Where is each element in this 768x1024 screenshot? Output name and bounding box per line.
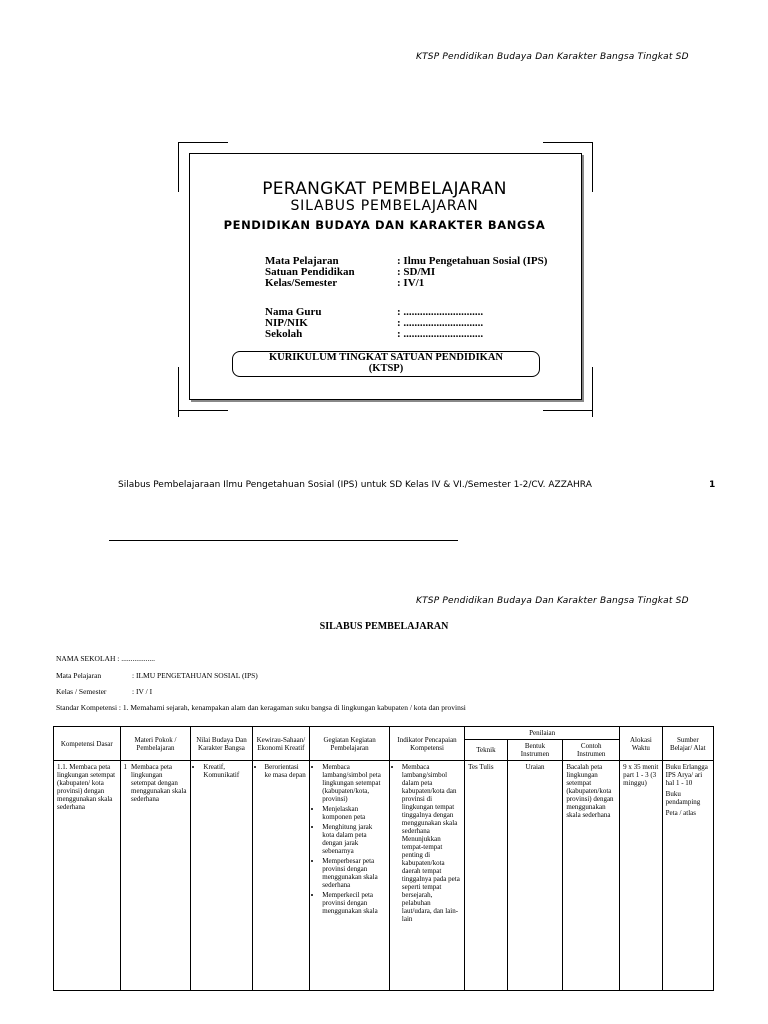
th-kewira: Kewirau-Sahaan/ Ekonomi Kreatif (252, 727, 310, 761)
field-value: : SD/MI (397, 266, 436, 278)
list-item: • Memperkecil peta provinsi dengan menggunakan skala (322, 891, 386, 915)
field-label: Mata Pelajaran (265, 255, 339, 267)
curriculum-box (232, 351, 540, 377)
th-sumber: Sumber Belajar/ Alat (662, 727, 713, 761)
materi-text: Membaca peta lingkungan setempat dengan menggunakan skala sederhana (131, 763, 187, 803)
mapel-label: Mata Pelajaran (56, 671, 102, 680)
cover-title: PERANGKAT PEMBELAJARAN (262, 179, 507, 199)
cell-kewira (252, 761, 310, 991)
curriculum-line-1: KURIKULUM TINGKAT SATUAN PENDIDIKAN (268, 352, 504, 363)
field-value: : ............................. (397, 306, 484, 318)
corner-mark (178, 367, 185, 417)
th-nilai: Nilai Budaya Dan Karakter Bangsa (191, 727, 252, 761)
sumber-item: Buku pendamping (665, 790, 701, 806)
corner-mark (543, 142, 593, 149)
field-value: : ............................. (397, 328, 484, 340)
standar-kompetensi: Standar Kompetensi : 1. Memahami sejarah, kenampakan alam dan keragaman suku bangsa di lingkungan kabupaten / kota dan provinsi (56, 703, 466, 712)
running-header: KTSP Pendidikan Budaya Dan Karakter Bangsa Tingkat SD (416, 52, 689, 62)
sumber-item: Buku Erlangga IPS Arya/ ari hal 1 - 10 (665, 763, 708, 787)
field-value: : ............................. (397, 317, 484, 329)
cell-sumber (662, 761, 713, 991)
cover-fields (265, 256, 547, 289)
corner-mark (178, 142, 185, 192)
materi-number: 1 (123, 763, 128, 771)
th-alokasi: Alokasi Waktu (620, 727, 663, 761)
th-teknik: Teknik (465, 740, 508, 761)
page-divider (109, 540, 458, 541)
th-contoh: Contoh Instrumen (563, 740, 620, 761)
field-label: NIP/NIK (265, 317, 308, 329)
field-value: : IV/1 (397, 277, 425, 289)
cell-materi (120, 761, 191, 991)
sumber-item: Peta / atlas (665, 809, 696, 817)
corner-mark (543, 410, 593, 417)
page-footer: Silabus Pembelajaraan Ilmu Pengetahuan Sosial (IPS) untuk SD Kelas IV & VI./Semester 1-2/CV. AZZAHRA (118, 480, 592, 490)
cell-bentuk: Uraian (507, 761, 563, 991)
cell-kd: 1.1. Membaca peta lingkungan setempat (kabupaten/ kota provinsi) dengan menggunakan skala sederhana (54, 761, 121, 991)
kelas-value: : IV / I (132, 687, 153, 696)
cell-alokasi: 9 x 35 menit part 1 - 3 (3 minggu) (620, 761, 663, 991)
table-row (54, 761, 714, 991)
th-kd: Kompetensi Dasar (54, 727, 121, 761)
corner-mark (592, 367, 599, 417)
list-item: • Membaca lambang/simbol dalam peta kabupaten/kota dan provinsi di lingkungan tempat tinggalnya dengan menggunakan skala sederhana Menunjukkan tempat-tempat penting di kabupaten/kota daerah tempat tinggalnya pada peta seperti tempat bersejarah, pelabuhan laut/udara, dan lain-lain (402, 763, 461, 923)
list-item: • Menjelaskan komponen peta (322, 805, 386, 821)
syllabus-title: SILABUS PEMBELAJARAN (319, 621, 449, 632)
nama-sekolah: NAMA SEKOLAH : .................. (56, 654, 155, 663)
list-item: • Berorientasi ke masa depan (265, 763, 307, 779)
list-item: • Memperbesar peta provinsi dengan menggunakan skala sederhana (322, 857, 386, 889)
list-item: • Kreatif, Komunikatif (203, 763, 248, 779)
cell-teknik: Tes Tulis (465, 761, 508, 991)
list-item: • Menghitung jarak kota dalam peta dengan jarak sebenarnya (322, 823, 386, 855)
cover-fields-2 (265, 307, 483, 340)
running-header: KTSP Pendidikan Budaya Dan Karakter Bangsa Tingkat SD (416, 596, 689, 606)
field-value: : Ilmu Pengetahuan Sosial (IPS) (397, 255, 548, 267)
field-label: Kelas/Semester (265, 277, 338, 289)
cover-subtitle: SILABUS PEMBELAJARAN (290, 198, 479, 214)
field-label: Satuan Pendidikan (265, 266, 355, 278)
field-label: Sekolah (265, 328, 303, 340)
syllabus-table (53, 726, 714, 991)
curriculum-line-2: (KTSP) (368, 363, 404, 374)
corner-mark (592, 142, 599, 192)
mapel-value: : ILMU PENGETAHUAN SOSIAL (IPS) (132, 671, 258, 680)
cell-contoh: Bacalah peta lingkungan setempat (kabupaten/kota provinsi) dengan menggunakan skala sederhana (563, 761, 620, 991)
th-penilaian: Penilaian (465, 727, 620, 740)
th-bentuk: Bentuk Instrumen (507, 740, 563, 761)
page-number: 1 (709, 480, 716, 490)
th-indikator: Indikator Pencapaian Kompetensi (389, 727, 464, 761)
th-kegiatan: Gegiatan Kegiatan Pembelajaran (310, 727, 390, 761)
corner-mark (178, 142, 228, 149)
cover-subtitle-2: PENDIDIKAN BUDAYA DAN KARAKTER BANGSA (223, 218, 546, 232)
field-label: Nama Guru (265, 306, 322, 318)
cell-nilai (191, 761, 252, 991)
th-materi: Materi Pokok / Pembelajaran (120, 727, 191, 761)
kelas-label: Kelas / Semester (56, 687, 107, 696)
cell-indikator (389, 761, 464, 991)
list-item: • Membaca lambang/simbol peta lingkungan setempat (kabupaten/kota, provinsi) (322, 763, 386, 803)
corner-mark (178, 410, 228, 417)
cell-kegiatan (310, 761, 390, 991)
